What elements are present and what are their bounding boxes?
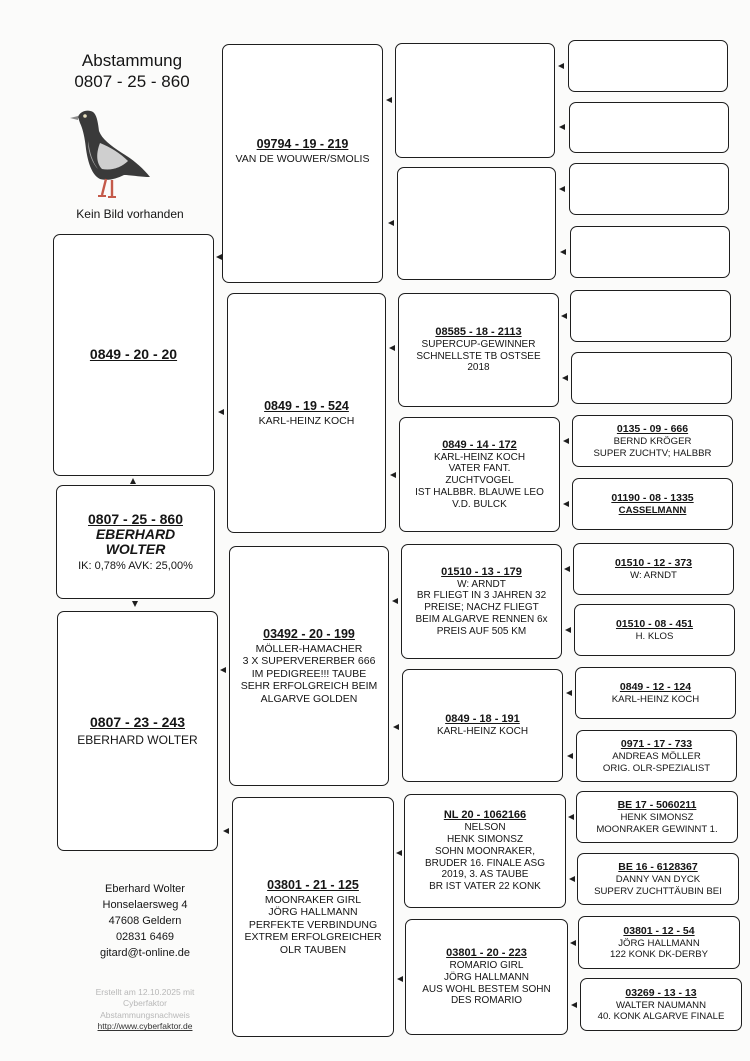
arrow-left-icon	[559, 186, 565, 192]
arrow-left-icon	[568, 814, 574, 820]
arrow-left-icon	[559, 124, 565, 130]
arrow-left-icon	[564, 566, 570, 572]
subject-stats: IK: 0,78% AVK: 25,00%	[78, 560, 193, 573]
gen2-2-line: KARL-HEINZ KOCH	[258, 414, 355, 427]
great-grandparent-box-2[interactable]	[397, 167, 556, 280]
grandparent-box-4[interactable]	[232, 797, 394, 1037]
gen4-16-line: 40. KONK ALGARVE FINALE	[597, 1011, 725, 1022]
arrow-left-icon	[386, 97, 392, 103]
owner-city: 47608 Geldern	[108, 914, 182, 927]
credits-created: Erstellt am 12.10.2025 mit	[95, 987, 195, 997]
arrow-left-icon	[218, 409, 224, 415]
arrow-left-icon	[567, 753, 573, 759]
gen4-16-ring: 03269 - 13 - 13	[625, 986, 697, 999]
arrow-left-icon	[566, 690, 572, 696]
gen3-5-line: W: ARNDT	[457, 578, 506, 590]
gen3-8-line: JÖRG HALLMANN	[443, 971, 529, 983]
great-grandparent-box-4[interactable]	[399, 417, 560, 532]
gen4-10-ring: 01510 - 08 - 451	[615, 617, 694, 630]
gen2-3-line: MÖLLER-HAMACHER	[255, 643, 363, 656]
gen2-3-line: SEHR ERFOLGREICH BEIM	[240, 680, 378, 693]
gen3-8-ring: 03801 - 20 - 223	[446, 946, 527, 959]
gen4-14-line: DANNY VAN DYCK	[615, 874, 701, 886]
arrow-left-icon	[393, 724, 399, 730]
arrow-down-icon	[132, 601, 138, 607]
gen4-box-10[interactable]	[574, 604, 735, 656]
gen2-3-line: ALGARVE GOLDEN	[260, 692, 358, 705]
gen4-box-11[interactable]	[575, 667, 736, 719]
gen4-12-ring: 0971 - 17 - 733	[620, 738, 693, 751]
subject-name-first: EBERHARD	[95, 525, 176, 542]
gen3-7-line: NELSON	[464, 822, 506, 834]
arrow-left-icon	[389, 345, 395, 351]
gen3-7-line: BR IST VATER 22 KONK	[429, 881, 541, 893]
gen4-12-line: ANDREAS MÖLLER	[612, 751, 701, 763]
gen4-7-line: BERND KRÖGER	[613, 436, 692, 448]
gen2-2-ring: 0849 - 19 - 524	[264, 398, 349, 413]
arrow-left-icon	[216, 254, 222, 260]
mother-ring: 0807 - 23 - 243	[90, 714, 185, 731]
gen4-9-line: W: ARNDT	[630, 569, 677, 581]
great-grandparent-box-5[interactable]	[401, 544, 562, 659]
gen4-box-4[interactable]	[570, 226, 730, 278]
gen4-box-14[interactable]	[577, 853, 739, 905]
gen3-5-line: PREISE; NACHZ FLIEGT	[424, 602, 539, 614]
gen4-box-16[interactable]	[580, 978, 742, 1031]
credits-type: Abstammungsnachweis	[100, 1009, 190, 1020]
gen3-7-line: BRUDER 16. FINALE ASG	[424, 857, 546, 869]
gen4-box-7[interactable]	[572, 415, 733, 467]
gen3-5-line: PREIS AUF 505 KM	[436, 625, 527, 637]
arrow-left-icon	[563, 501, 569, 507]
grandparent-box-1[interactable]	[222, 44, 383, 283]
gen2-1-ring: 09794 - 19 - 219	[256, 137, 349, 151]
gen4-13-ring: BE 17 - 5060211	[617, 799, 697, 812]
arrow-left-icon	[571, 1002, 577, 1008]
arrow-left-icon	[569, 876, 575, 882]
arrow-left-icon	[558, 63, 564, 69]
gen4-15-line: 122 KONK DK-DERBY	[609, 949, 709, 960]
grandparent-box-3[interactable]	[229, 546, 389, 786]
owner-name: Eberhard Wolter	[105, 883, 185, 895]
gen2-4-line: PERFEKTE VERBINDUNG	[248, 918, 378, 931]
gen4-15-ring: 03801 - 12 - 54	[623, 924, 695, 937]
great-grandparent-box-7[interactable]	[404, 794, 566, 908]
gen3-6-ring: 0849 - 18 - 191	[445, 713, 520, 726]
pedigree-title	[52, 50, 212, 93]
gen4-box-1[interactable]	[568, 40, 728, 92]
gen4-box-6[interactable]	[571, 352, 732, 404]
owner-phone: 02831 6469	[115, 930, 175, 943]
gen3-7-line: HENK SIMONSZ	[446, 833, 524, 845]
gen4-14-line: SUPERV ZUCHTTÄUBIN BEI	[594, 885, 722, 897]
parent-box-mother[interactable]	[57, 611, 218, 851]
arrow-left-icon	[396, 850, 402, 856]
owner-email[interactable]: gitard@t-online.de	[99, 946, 191, 959]
subject-name-last: WOLTER	[105, 541, 166, 558]
arrow-left-icon	[565, 627, 571, 633]
gen4-box-5[interactable]	[570, 290, 731, 342]
grandparent-box-2[interactable]	[227, 293, 386, 533]
arrow-left-icon	[388, 220, 394, 226]
great-grandparent-box-8[interactable]	[405, 919, 568, 1035]
gen3-7-line: 2019, 3. AS TAUBE	[441, 869, 529, 881]
gen2-3-line: IM PEDIGREE!!! TAUBE	[251, 667, 367, 680]
gen2-4-line: EXTREM ERFOLGREICHER	[244, 931, 382, 944]
gen3-3-ring: 08585 - 18 - 2113	[435, 325, 522, 338]
great-grandparent-box-3[interactable]	[398, 293, 559, 407]
gen3-7-line: SOHN MOONRAKER,	[434, 845, 535, 857]
gen3-4-line: IST HALBBR. BLAUWE LEO	[415, 486, 544, 498]
gen2-4-ring: 03801 - 21 - 125	[267, 878, 359, 893]
arrow-left-icon	[397, 976, 403, 982]
gen2-3-line: 3 X SUPERVERERBER 666	[242, 655, 376, 668]
gen4-7-ring: 0135 - 09 - 666	[616, 423, 689, 436]
arrow-left-icon	[563, 438, 569, 444]
arrow-left-icon	[220, 667, 226, 673]
arrow-left-icon	[392, 598, 398, 604]
gen4-7-line: SUPER ZUCHTV; HALBBR	[593, 447, 712, 459]
gen4-11-line: KARL-HEINZ KOCH	[611, 693, 700, 705]
gen3-3-line: 2018	[467, 362, 490, 374]
gen3-5-ring: 01510 - 13 - 179	[441, 565, 522, 578]
gen3-4-line: ZUCHTVOGEL	[445, 475, 514, 487]
gen3-3-line: SCHNELLSTE TB OSTSEE	[416, 350, 541, 362]
gen3-4-ring: 0849 - 14 - 172	[442, 438, 517, 451]
gen4-box-8[interactable]	[572, 478, 733, 530]
no-picture-caption: Kein Bild vorhanden	[76, 207, 184, 221]
gen2-4-line: MOONRAKER GIRL	[264, 894, 362, 907]
gen4-15-line: JÖRG HALLMANN	[618, 937, 700, 949]
owner-street: Honselaersweg 4	[102, 898, 188, 911]
gen4-14-ring: BE 16 - 6128367	[618, 861, 698, 874]
gen4-box-15[interactable]	[578, 916, 740, 969]
gen4-box-13[interactable]	[576, 791, 738, 843]
gen4-8-ring: 01190 - 08 - 1335	[611, 491, 694, 504]
arrow-left-icon	[560, 249, 566, 255]
software-credits	[60, 987, 230, 1033]
gen4-16-line: WALTER NAUMANN	[615, 999, 707, 1011]
arrow-left-icon	[570, 940, 576, 946]
gen2-4-line: JÖRG HALLMANN	[268, 906, 358, 919]
arrow-left-icon	[390, 472, 396, 478]
credits-url-link[interactable]: http://www.cyberfaktor.de	[97, 1021, 193, 1032]
title-ring: 0807 - 25 - 860	[74, 72, 190, 92]
pigeon-placeholder-image	[66, 103, 156, 203]
gen4-box-9[interactable]	[573, 543, 734, 595]
gen3-5-line: BEIM ALGARVE RENNEN 6x	[415, 613, 548, 625]
gen3-8-line: ROMARIO GIRL	[449, 959, 524, 971]
gen4-12-line: ORIG. OLR-SPEZIALIST	[602, 762, 711, 774]
gen4-box-12[interactable]	[576, 730, 737, 782]
gen3-5-line: BR FLIEGT IN 3 JAHREN 32	[416, 590, 547, 602]
gen4-box-3[interactable]	[569, 163, 729, 215]
arrow-left-icon	[561, 313, 567, 319]
subject-ring: 0807 - 25 - 860	[88, 510, 183, 527]
parent-box-father[interactable]	[53, 234, 214, 476]
gen3-4-line: VATER FANT.	[448, 463, 511, 475]
gen3-3-line: SUPERCUP-GEWINNER	[421, 338, 536, 350]
subject-box[interactable]	[56, 485, 215, 599]
title-text: Abstammung	[81, 51, 183, 70]
gen3-6-line: KARL-HEINZ KOCH	[436, 726, 529, 738]
gen3-4-line: V.D. BULCK	[452, 498, 507, 510]
gen4-10-line: H. KLOS	[635, 630, 674, 642]
gen2-4-line: OLR TAUBEN	[279, 943, 347, 956]
owner-contact	[60, 882, 230, 962]
great-grandparent-box-1[interactable]	[395, 43, 555, 158]
father-ring: 0849 - 20 - 20	[89, 345, 178, 362]
gen2-1-line: VAN DE WOUWER/SMOLIS	[235, 153, 370, 165]
mother-line: EBERHARD WOLTER	[77, 733, 198, 748]
gen3-8-line: AUS WOHL BESTEM SOHN	[422, 983, 551, 995]
gen2-3-ring: 03492 - 20 - 199	[263, 627, 355, 642]
credits-app: Cyberfaktor	[123, 998, 167, 1009]
arrow-left-icon	[562, 375, 568, 381]
gen3-7-ring: NL 20 - 1062166	[443, 809, 527, 822]
gen4-13-line: HENK SIMONSZ	[620, 812, 694, 824]
gen4-11-ring: 0849 - 12 - 124	[619, 680, 692, 693]
arrow-up-icon	[130, 478, 136, 484]
great-grandparent-box-6[interactable]	[402, 669, 563, 782]
arrow-left-icon	[223, 828, 229, 834]
gen3-8-line: DES ROMARIO	[450, 995, 523, 1007]
gen4-13-line: MOONRAKER GEWINNT 1.	[596, 823, 718, 835]
gen4-9-ring: 01510 - 12 - 373	[614, 556, 693, 569]
gen3-4-line: KARL-HEINZ KOCH	[433, 451, 526, 463]
gen4-8-line: CASSELMANN	[618, 504, 687, 516]
gen4-box-2[interactable]	[569, 102, 729, 153]
